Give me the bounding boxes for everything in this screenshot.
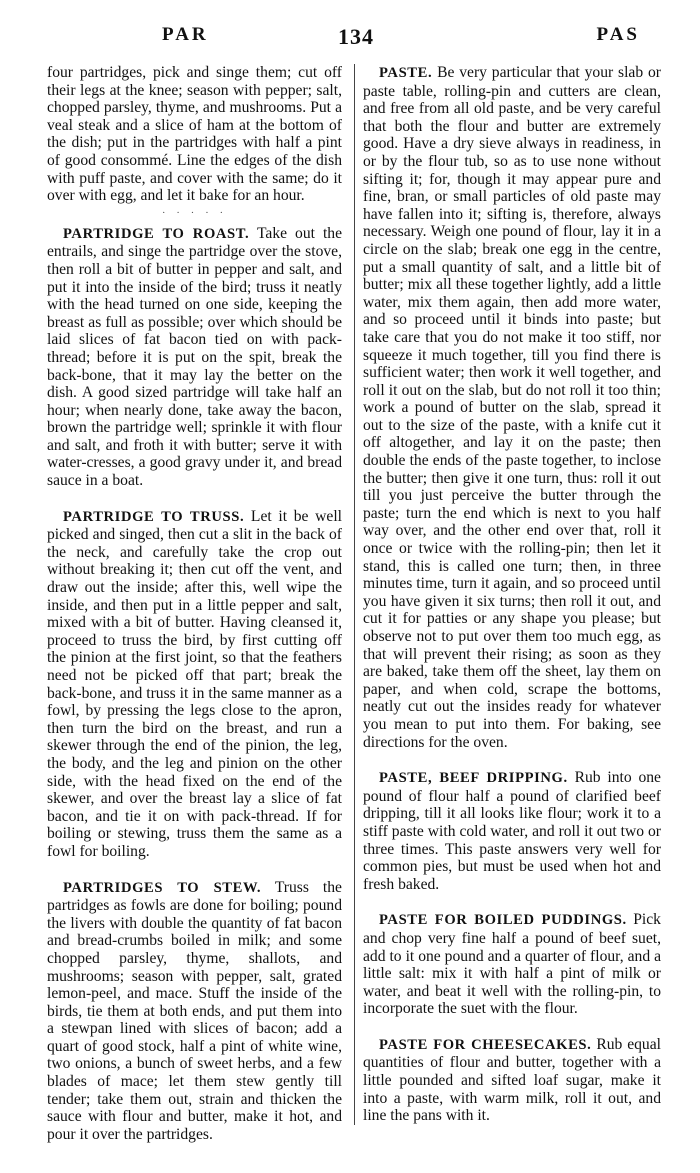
column-divider	[354, 64, 355, 1125]
entry-paste-for-cheesecakes	[363, 1036, 661, 1125]
page-number: 134	[338, 24, 374, 49]
entry-heading: PARTRIDGE TO ROAST.	[63, 225, 250, 242]
entry-heading: PASTE.	[379, 65, 433, 81]
entry-paste-for-boiled-puddings	[363, 911, 661, 1018]
entry-heading: PARTRIDGES TO STEW.	[63, 879, 262, 896]
entry-paste-beef-dripping	[363, 769, 661, 893]
entry-body: Let it be well picked and singed, then cut a slit in the back of the neck, and carefully take the crop out without breaking it; then cut off the vent, and draw out the inside; after this, well wipe the inside, and then put in a little pepper and salt, mixed with a bit of butter. Having cleansed it, proceed to truss the bird, by first cutting off the pinion at the first joint, so that the feathers need not be picked off that part; break the back-bone, and truss it in the same manner as a fowl, by pressing the legs close to the apron, then turn the bird on the breast, and run a skewer through the end of the pinion, the leg, the body, and the leg and pinion on the other side, with the head fixed on the end of the skewer, and over the breast lay a slice of fat bacon, and tie it on with pack-thread. If for boiling or stewing, truss them the same as a fowl for boiling.	[47, 507, 342, 860]
entry-partridge-to-truss	[47, 508, 342, 861]
entry-partridges-to-stew	[47, 879, 342, 1144]
left-column	[47, 64, 342, 1143]
entry-body: Rub into one pound of flour half a pound of clarified beef dripping, till it all looks like flour; work it to a stiff paste with cold water, and roll it out two or three times. This paste answers very well for common pies, but must be used when hot and fresh baked.	[363, 769, 661, 893]
entry-body: Be very particular that your slab or paste table, rolling-pin and cutters are clean, and free from all old paste, and be very careful that both the flour and butter are extremely good. Have a dry sieve always in readiness, in or by the flour tub, so as to use none without sifting it; for, though it may appear pure and fine, bran, or small particles of old paste may have fallen into it; sifting is, therefore, always necessary. Weigh one pound of flour, lay it in a circle on the slab; break one egg in the centre, put a small quantity of salt, and a little bit of butter; mix all these together lightly, add a little water, mix them again, then add more water, and so proceed until it binds into paste; but take care that you do not make it too stiff, nor squeeze it much together, till you find there is sufficient water; then work it well together, and roll it out on the slab, but do not roll it too thin; work a pound of butter on the slab, spread it out to the size of the paste, with a knife cut it off altogether, and lay it on the paste; then double the ends of the paste together, to inclose the butter; then give it one turn, thus: roll it out till you just perceive the butter through the paste; turn the end which is next to you half way over, and the other end over that, roll it once or twice with the rolling-pin; then let it stand, this is called one turn; then, in three minutes time, turn it again, and so proceed until you have given it six turns; then roll it out, and cut it for patties or any shape you please; but observe not to put over them too much egg, as that will prevent their rising; as soon as they are baked, take them off the sheet, lay them on paper, and when cold, scrape the bottoms, neatly cut out the insides ready for whatever you mean to put into them. For baking, see directions for the oven.	[363, 64, 661, 751]
entry-body: Take out the entrails, and singe the partridge over the stove, then roll a bit of butter in pepper and salt, and put it into the inside of the bird; truss it neatly with the head turned on one side, keeping the breast as full as possible; over which should be laid slices of fat bacon tied on with pack-thread; before it is put on the spit, break the back-bone, that it may lay the better on the dish. A good sized partridge will take half an hour; when nearly done, take away the bacon, brown the partridge well; sprinkle it with flour and salt, and froth it with butter; serve it with water-cresses, a good gravy under it, and bread sauce in a boat.	[47, 224, 342, 490]
running-header	[44, 24, 670, 56]
header-left-guide-word: PAR	[162, 24, 209, 45]
entry-heading: PASTE FOR BOILED PUDDINGS.	[379, 912, 627, 929]
entry-partridge-to-roast	[47, 225, 342, 490]
entry-body: Pick and chop very fine half a pound of beef suet, add to it one pound and a quarter of flour, and a little salt: mix it with half a pint of milk or water, and beat it well with the rolling-pin, to incorporate the suet with the flour.	[363, 911, 661, 1018]
entry-heading: PASTE, BEEF DRIPPING.	[379, 770, 568, 787]
ornament-divider: · · · · ·	[161, 206, 228, 219]
entry-heading: PASTE FOR CHEESECAKES.	[379, 1036, 592, 1053]
right-column	[363, 64, 661, 1125]
entry-paste	[363, 64, 661, 751]
entry-body: Rub equal quantities of flour and butter, together with a little pounded and sifted loaf sugar, make it into a paste, with warm milk, roll it out, and line the pans with it.	[363, 1035, 661, 1125]
header-right-guide-word: PAS	[596, 24, 640, 45]
entry-partridge-pie-continued	[47, 64, 342, 205]
entry-heading: PARTRIDGE TO TRUSS.	[63, 508, 245, 525]
entry-body: four partridges, pick and singe them; cut off their legs at the knee; season with pepper; salt, chopped parsley, thyme, and mushrooms. Put a veal steak and a slice of ham at the bottom of the dish; put in the partridges with half a pint of good consommé. Line the edges of the dish with puff paste, and cover with the same; do it over with egg, and let it bake for an hour.	[47, 64, 342, 205]
entry-body: Truss the partridges as fowls are done for boiling; pound the livers with double the quantity of fat bacon and bread-crumbs boiled in milk; and some chopped parsley, thyme, shallots, and mushrooms; season with pepper, salt, grated lemon-peel, and mace. Stuff the inside of the birds, tie them at both ends, and put them into a stewpan lined with slices of bacon; add a quart of good stock, half a pint of white wine, two onions, a bunch of sweet herbs, and a few blades of mace; let them stew gently till tender; take them out, strain and thicken the sauce with flour and butter, make it hot, and pour it over the partridges.	[47, 878, 342, 1143]
